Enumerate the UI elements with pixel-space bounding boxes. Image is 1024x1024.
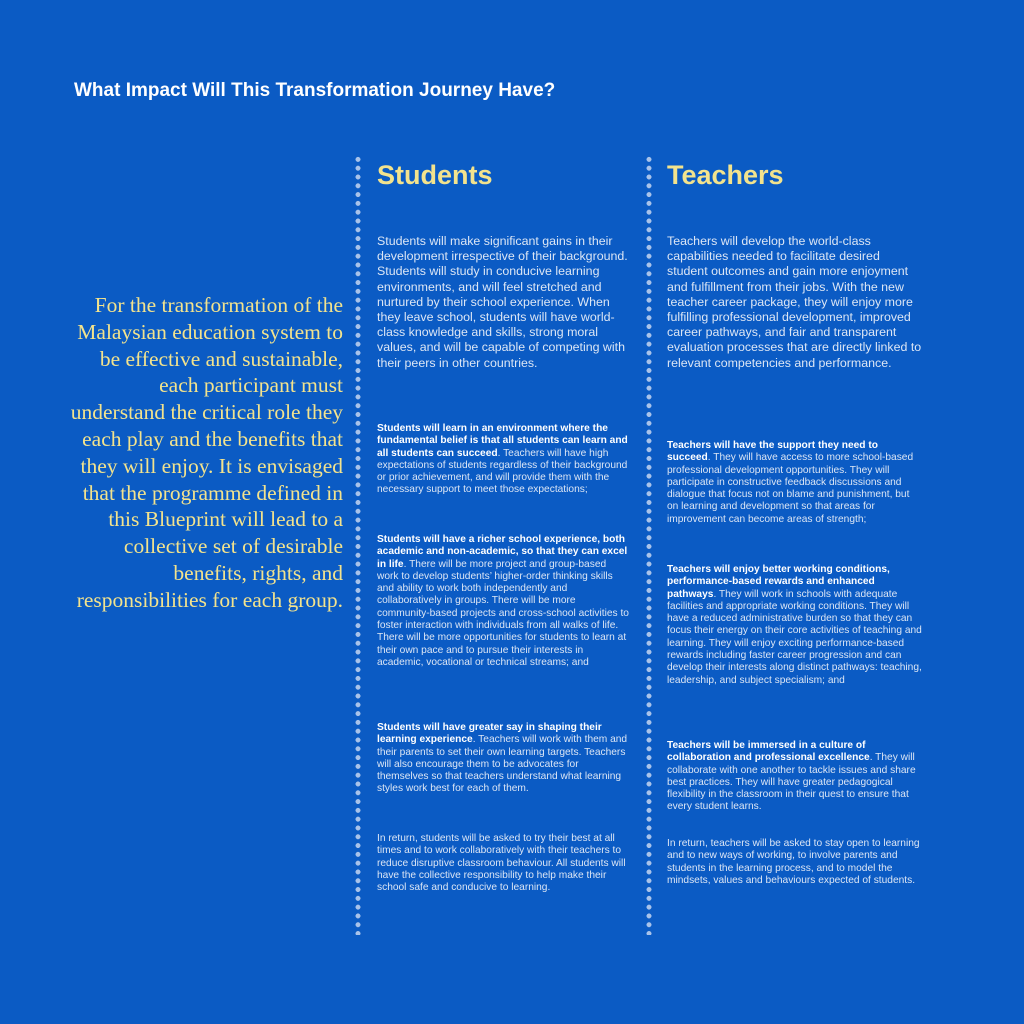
dotted-divider-right <box>646 155 652 935</box>
teachers-point-3 <box>667 740 923 814</box>
teachers-point-1-body: . They will have access to more school-based professional development opportunities. They will participate in constructive feedback discussions and dialogue that focus not on blame and punishment, but on learning and development so that areas for improvement can become areas of strength; <box>667 452 914 525</box>
teachers-point-1-lead: Teachers will have the support they need to succeed <box>667 440 878 464</box>
teachers-column <box>667 158 923 918</box>
students-closing: In return, students will be asked to try their best at all times and to work collaboratively with their teachers to reduce disruptive classroom behaviour. All students will have the collective responsibility to help make their school safe and conducive to learning. <box>377 833 626 894</box>
students-point-2-lead: Students will have a richer school experience, both academic and non-academic, so that they can excel in life <box>377 534 628 570</box>
students-point-1 <box>377 423 629 497</box>
teachers-point-2 <box>667 564 923 687</box>
students-heading: Students <box>377 160 493 190</box>
dotted-divider-left <box>355 155 361 935</box>
students-point-3-body: . Teachers will work with them and their parents to set their own learning targets. Teachers will also encourage them to be advocates for themselves so that teachers understand what learning styles work best for each of them. <box>377 734 628 795</box>
teachers-heading: Teachers <box>667 160 784 190</box>
students-intro: Students will make significant gains in their development irrespective of their background. Students will study in conducive learning environments, and will feel stretched and nurtured by their school experience. When they leave school, students will have world-class knowledge and skills, strong moral values, and will be capable of competing with their peers in other countries. <box>377 234 628 370</box>
students-point-2-body: . There will be more project and group-based work to develop students’ higher-order thinking skills and ability to work both independently and collaboratively in groups. There will be more community-based projects and cross-school activities to foster interaction with individuals from all walks of life. There will be more opportunities for students to learn at their own pace and to pursue their interests in academic, vocational or technical streams; and <box>377 558 629 668</box>
students-point-1-lead: Students will learn in an environment where the fundamental belief is that all students can learn and all students can succeed <box>377 423 628 459</box>
teachers-point-2-body: . They will work in schools with adequate facilities and appropriate working conditions. They will have a reduced administrative burden so that they can focus their energy on their core activities of teaching and learning. They will enjoy exciting performance-based rewards including faster career progression and can develop their interests along distinct pathways: teaching, leadership, and subject specialism; and <box>667 588 922 686</box>
students-column <box>377 158 629 918</box>
students-point-3 <box>377 722 629 796</box>
teachers-point-1 <box>667 440 923 526</box>
pull-quote: For the transformation of the Malaysian education system to be effective and sustainable, each participant must understand the critical role they each play and the benefits that they will enjoy. It is envisaged that the programme defined in this Blueprint will lead to a collective set of desirable benefits, rights, and responsibilities for each group. <box>70 293 343 612</box>
teachers-closing: In return, teachers will be asked to stay open to learning and to new ways of working, to involve parents and students in the learning process, and to model the mindsets, values and behaviours expected of students. <box>667 838 920 886</box>
students-point-3-lead: Students will have greater say in shaping their learning experience <box>377 722 602 746</box>
teachers-point-3-body: . They will collaborate with one another to tackle issues and share best practices. They will have greater pedagogical flexibility in the classroom in their quest to ensure that every student learns. <box>667 752 916 813</box>
teachers-intro: Teachers will develop the world-class capabilities needed to facilitate desired student outcomes and gain more enjoyment and fulfillment from their jobs. With the new teacher career package, they will enjoy more fulfilling professional development, improved career pathways, and fair and transparent evaluation processes that are directly linked to relevant competencies and performance. <box>667 234 922 370</box>
teachers-point-2-lead: Teachers will enjoy better working conditions, performance-based rewards and enhanced pathways <box>667 564 890 600</box>
students-point-1-body: . Teachers will have high expectations of students regardless of their background or prior achievement, and will provide them with the necessary support to meet those expectations; <box>377 447 628 496</box>
page-title: What Impact Will This Transformation Journey Have? <box>74 80 556 101</box>
teachers-point-3-lead: Teachers will be immersed in a culture of collaboration and professional excellence <box>667 740 870 764</box>
students-point-2 <box>377 534 629 669</box>
